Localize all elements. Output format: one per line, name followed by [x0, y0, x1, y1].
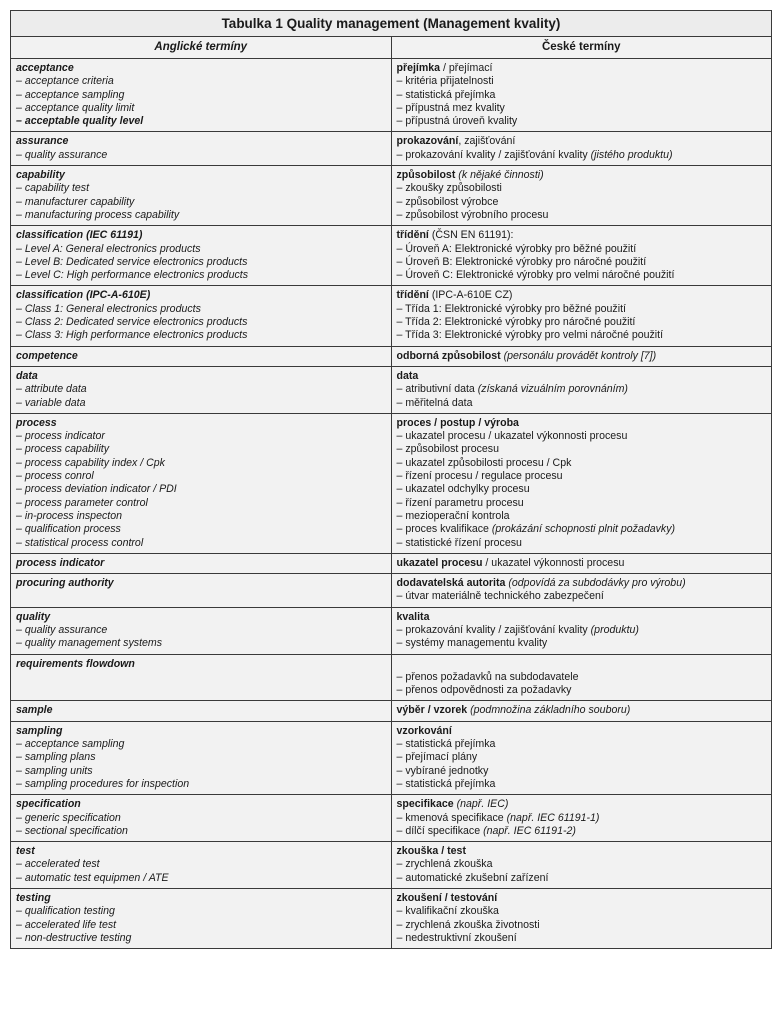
czech-term-segment: (prokázání schopnosti plnit požadavky): [491, 523, 676, 536]
english-subterm: – generic specification: [16, 811, 121, 824]
czech-term-segment: – statistická přejímka: [396, 777, 496, 790]
czech-subterm: [397, 590, 767, 603]
english-term-cell: [11, 842, 392, 889]
czech-subterm: [397, 537, 767, 550]
english-term: competence: [16, 349, 78, 362]
czech-term-segment: – řízení procesu / regulace procesu: [396, 470, 563, 483]
english-subterm: – in-process inspecton: [16, 509, 122, 522]
english-subterm: – acceptance sampling: [16, 738, 125, 751]
czech-term-segment: prokazování: [396, 135, 459, 148]
czech-subterm: [397, 483, 767, 496]
czech-term-cell: [391, 654, 772, 701]
english-term: procuring authority: [16, 577, 114, 590]
english-term: process: [16, 416, 57, 429]
czech-subterm: [397, 243, 767, 256]
czech-term: [397, 725, 767, 738]
english-term-cell: [11, 346, 392, 366]
czech-term: [397, 417, 767, 430]
english-term-cell: [11, 226, 392, 286]
table-row: [11, 574, 772, 608]
czech-subterm: [397, 256, 767, 269]
table-body: [11, 59, 772, 949]
czech-term-segment: – nedestruktivní zkoušení: [396, 931, 517, 944]
english-term-cell: [11, 701, 392, 721]
czech-term-segment: – proces kvalifikace: [396, 523, 492, 536]
czech-term: [397, 704, 767, 717]
czech-subterm: [397, 75, 767, 88]
english-term-cell: [11, 59, 392, 132]
czech-term-segment: (personálu provádět kontroly [7]): [500, 349, 657, 362]
table-row: [11, 654, 772, 701]
english-term-cell: [11, 286, 392, 346]
czech-term: [397, 370, 767, 383]
czech-term-segment: – ukazatel procesu / ukazatel výkonnosti procesu: [396, 430, 628, 443]
english-term-cell: [11, 366, 392, 413]
czech-term-cell: [391, 226, 772, 286]
czech-subterm: [397, 115, 767, 128]
english-term-cell: [11, 607, 392, 654]
czech-term-segment: data: [396, 369, 419, 382]
english-subterm: – process capability index / Cpk: [16, 456, 165, 469]
czech-term: [397, 350, 767, 363]
czech-term-segment: – zrychlená zkouška životnosti: [396, 918, 540, 931]
english-subterm: – sectional specification: [16, 824, 128, 837]
english-subterm: – process deviation indicator / PDI: [16, 483, 177, 496]
czech-term-segment: – statistické řízení procesu: [396, 536, 522, 549]
english-term-cell: [11, 889, 392, 949]
english-term: acceptance: [16, 62, 74, 74]
english-subterm: – Level A: General electronics products: [16, 242, 201, 255]
czech-subterm: [397, 510, 767, 523]
czech-term-cell: [391, 132, 772, 166]
table-row: [11, 59, 772, 132]
czech-subterm: [397, 329, 767, 342]
czech-term-cell: [391, 721, 772, 794]
czech-subterm: [397, 932, 767, 945]
table-row: [11, 366, 772, 413]
czech-term-segment: výběr / vzorek: [396, 704, 468, 717]
czech-term-segment: – systémy managementu kvality: [396, 637, 548, 650]
czech-term-segment: – Třída 1: Elektronické výrobky pro běžné použití: [396, 302, 626, 315]
czech-subterm: [397, 778, 767, 791]
czech-subterm: [397, 443, 767, 456]
czech-term-segment: (např. IEC 61191-1): [506, 811, 600, 824]
czech-subterm: [397, 671, 767, 684]
english-subterm: – statistical process control: [16, 536, 144, 549]
english-subterm: – accelerated life test: [16, 918, 117, 931]
english-subterm: – sampling procedures for inspection: [16, 777, 190, 790]
english-term: sampling: [16, 724, 63, 737]
english-term: sample: [16, 704, 53, 717]
czech-term-segment: – měřitelná data: [396, 396, 473, 409]
czech-term: [397, 557, 767, 570]
english-subterm: – quality management systems: [16, 637, 163, 650]
czech-term-cell: [391, 607, 772, 654]
czech-term-segment: zkoušení / testování: [396, 892, 498, 905]
czech-subterm: [397, 89, 767, 102]
czech-subterm: [397, 751, 767, 764]
czech-term-segment: specifikace: [396, 798, 454, 811]
czech-term-cell: [391, 889, 772, 949]
czech-term: [397, 577, 767, 590]
czech-term-segment: kvalita: [396, 610, 430, 623]
english-subterm: – variable data: [16, 396, 86, 409]
czech-subterm: [397, 196, 767, 209]
table-row: [11, 701, 772, 721]
czech-term-segment: – zrychlená zkouška: [396, 858, 493, 871]
english-subterm: – acceptance sampling: [16, 88, 125, 101]
czech-subterm: [397, 812, 767, 825]
czech-term: [397, 135, 767, 148]
english-subterm: – attribute data: [16, 383, 87, 396]
table-row: [11, 553, 772, 573]
czech-term-cell: [391, 842, 772, 889]
czech-term-segment: / ukazatel výkonnosti procesu: [482, 556, 625, 569]
english-term: capability: [16, 169, 65, 182]
czech-subterm: [397, 457, 767, 470]
czech-term-segment: odborná způsobilost: [396, 349, 501, 362]
czech-subterm: [397, 383, 767, 396]
czech-subterm: [397, 765, 767, 778]
english-term-cell: [11, 721, 392, 794]
czech-subterm: [397, 102, 767, 115]
czech-term-segment: – vybírané jednotky: [396, 764, 489, 777]
czech-term-segment: , zajišťování: [458, 135, 516, 148]
czech-subterm: [397, 825, 767, 838]
table-row: [11, 721, 772, 794]
english-subterm: – capability test: [16, 182, 90, 195]
english-term: testing: [16, 892, 51, 905]
english-term-cell: [11, 413, 392, 553]
table-row: [11, 286, 772, 346]
czech-term: [397, 845, 767, 858]
czech-term-segment: (např. IEC): [453, 798, 509, 811]
czech-term-segment: ukazatel procesu: [396, 556, 483, 569]
english-subterm: – process indicator: [16, 430, 105, 443]
czech-term-segment: (např. IEC 61191-2): [483, 824, 576, 837]
czech-term-segment: (k nějaké činnosti): [455, 169, 544, 182]
czech-term-segment: – Úroveň A: Elektronické výrobky pro běžné použití: [396, 242, 637, 255]
czech-subterm: [397, 269, 767, 282]
column-header-english: Anglické termíny: [11, 37, 392, 59]
czech-term-segment: přejímka: [396, 62, 441, 74]
column-header-czech: České termíny: [391, 37, 772, 59]
table-title: Tabulka 1 Quality management (Management kvality): [11, 11, 772, 37]
english-term: test: [16, 845, 35, 858]
table-row: [11, 413, 772, 553]
english-subterm: – qualification testing: [16, 905, 115, 918]
english-term-cell: [11, 553, 392, 573]
english-subterm: – acceptance criteria: [16, 75, 114, 88]
english-subterm: – manufacturing process capability: [16, 208, 180, 221]
czech-term-segment: – ukazatel způsobilosti procesu / Cpk: [396, 456, 572, 469]
english-subterm: – accelerated test: [16, 858, 100, 871]
czech-term-segment: způsobilost: [396, 169, 456, 182]
czech-term-cell: [391, 166, 772, 226]
column-header-row: [11, 37, 772, 59]
english-term: data: [16, 369, 38, 382]
english-subterm: – process parameter control: [16, 496, 148, 509]
czech-term-segment: – Třída 3: Elektronické výrobky pro velmi náročné použití: [396, 329, 664, 342]
czech-term-segment: – ukazatel odchylky procesu: [396, 483, 530, 496]
english-term: assurance: [16, 135, 69, 148]
czech-term: [397, 611, 767, 624]
czech-term-segment: – útvar materiálně technického zabezpečení: [396, 590, 604, 603]
czech-term: [397, 798, 767, 811]
english-subterm: – Level C: High performance electronics products: [16, 269, 248, 282]
czech-term-segment: (IPC-A-610E CZ): [428, 289, 513, 302]
english-subterm: – process conrol: [16, 470, 94, 483]
czech-term-segment: (získaná vizuálním porovnáním): [477, 383, 628, 396]
czech-term-cell: [391, 701, 772, 721]
czech-term-segment: – řízení parametru procesu: [396, 496, 524, 509]
czech-term: [397, 289, 767, 302]
czech-subterm: [397, 919, 767, 932]
czech-term-segment: – kvalifikační zkouška: [396, 905, 499, 918]
table-row: [11, 607, 772, 654]
czech-term-segment: – způsobilost procesu: [396, 443, 499, 456]
english-subterm: – quality assurance: [16, 623, 108, 636]
english-subterm: – manufacturer capability: [16, 195, 135, 208]
czech-term-cell: [391, 346, 772, 366]
english-subterm: – non-destructive testing: [16, 931, 132, 944]
table-row: [11, 889, 772, 949]
english-subterm: – Class 3: High performance electronics products: [16, 329, 248, 342]
czech-term-segment: (podmnožina základního souboru): [467, 704, 631, 717]
czech-term-segment: dodavatelská autorita: [396, 577, 506, 590]
czech-term-segment: – dílčí specifikace: [396, 824, 484, 837]
table-row: [11, 346, 772, 366]
english-subterm: – automatic test equipmen / ATE: [16, 871, 169, 884]
czech-subterm: [397, 430, 767, 443]
czech-term: [397, 892, 767, 905]
czech-subterm: [397, 497, 767, 510]
english-subterm: – sampling units: [16, 764, 93, 777]
english-term: requirements flowdown: [16, 657, 135, 670]
czech-term: [397, 658, 767, 671]
czech-term-segment: třídění: [396, 289, 429, 302]
czech-subterm: [397, 523, 767, 536]
czech-subterm: [397, 684, 767, 697]
czech-term-segment: – atributivní data: [396, 383, 478, 396]
czech-subterm: [397, 872, 767, 885]
table-row: [11, 132, 772, 166]
czech-term-segment: (produktu): [590, 623, 639, 636]
table-row: [11, 842, 772, 889]
czech-subterm: [397, 637, 767, 650]
english-term: specification: [16, 798, 81, 811]
czech-subterm: [397, 303, 767, 316]
english-subterm: – sampling plans: [16, 751, 96, 764]
czech-subterm: [397, 182, 767, 195]
czech-term-segment: / přejímací: [440, 62, 493, 74]
czech-subterm: [397, 624, 767, 637]
czech-term-cell: [391, 553, 772, 573]
czech-term-cell: [391, 366, 772, 413]
english-term: classification (IPC-A-610E): [16, 289, 151, 302]
table-row: [11, 166, 772, 226]
english-subterm: – Class 2: Dedicated service electronics products: [16, 316, 248, 329]
czech-term-segment: – Třída 2: Elektronické výrobky pro náročné použití: [396, 316, 636, 329]
table-row: [11, 795, 772, 842]
czech-term-segment: – způsobilost výrobce: [396, 195, 499, 208]
terminology-table: [10, 10, 772, 949]
czech-term-segment: – způsobilost výrobního procesu: [396, 208, 549, 221]
czech-term-segment: vzorkování: [396, 724, 452, 737]
czech-term-segment: – prokazování kvality / zajišťování kvality: [396, 148, 591, 161]
english-term: classification (IEC 61191): [16, 229, 143, 242]
czech-term-segment: třídění: [396, 229, 429, 242]
czech-term: [397, 229, 767, 242]
czech-term-cell: [391, 574, 772, 608]
czech-term-segment: – přenos odpovědnosti za požadavky: [396, 684, 572, 697]
czech-term-segment: proces / postup / výroba: [396, 416, 519, 429]
english-term-cell: [11, 132, 392, 166]
english-term-cell: [11, 795, 392, 842]
english-term-cell: [11, 654, 392, 701]
czech-subterm: [397, 470, 767, 483]
czech-term-segment: (ČSN EN 61191):: [428, 229, 514, 242]
czech-term-segment: – kritéria přijatelnosti: [396, 75, 494, 88]
english-term-cell: [11, 574, 392, 608]
czech-term-segment: – Úroveň C: Elektronické výrobky pro velmi náročné použití: [396, 269, 675, 282]
czech-subterm: [397, 858, 767, 871]
czech-term-segment: – Úroveň B: Elektronické výrobky pro náročné použití: [396, 255, 647, 268]
english-term: process indicator: [16, 556, 105, 569]
czech-term-segment: – přejímací plány: [396, 751, 478, 764]
table-row: [11, 226, 772, 286]
document-page: [10, 10, 772, 949]
czech-term-segment: – statistická přejímka: [396, 88, 496, 101]
english-subterm: – acceptance quality limit: [16, 101, 135, 114]
english-subterm: – Level B: Dedicated service electronics products: [16, 255, 248, 268]
english-subterm: – qualification process: [16, 523, 121, 536]
czech-subterm: [397, 316, 767, 329]
czech-term-segment: – statistická přejímka: [396, 738, 496, 751]
czech-term-segment: (jistého produktu): [590, 148, 673, 161]
english-subterm: – acceptable quality level: [16, 115, 144, 128]
czech-subterm: [397, 149, 767, 162]
czech-term-segment: – mezioperační kontrola: [396, 509, 510, 522]
english-term: quality: [16, 610, 51, 623]
czech-term-cell: [391, 413, 772, 553]
czech-term: [397, 169, 767, 182]
czech-term-segment: – přípustná mez kvality: [396, 101, 505, 114]
czech-term: [397, 62, 767, 75]
czech-subterm: [397, 905, 767, 918]
czech-term-segment: – prokazování kvality / zajišťování kvality: [396, 623, 591, 636]
czech-subterm: [397, 209, 767, 222]
czech-term-cell: [391, 795, 772, 842]
english-subterm: – process capability: [16, 443, 110, 456]
czech-term-segment: – zkoušky způsobilosti: [396, 182, 502, 195]
czech-term-segment: – přenos požadavků na subdodavatele: [396, 670, 579, 683]
czech-subterm: [397, 738, 767, 751]
czech-term-segment: – automatické zkušební zařízení: [396, 871, 549, 884]
english-subterm: – Class 1: General electronics products: [16, 302, 201, 315]
czech-term-segment: – přípustná úroveň kvality: [396, 115, 518, 128]
czech-subterm: [397, 397, 767, 410]
czech-term-segment: (odpovídá za subdodávky pro výrobu): [505, 577, 686, 590]
english-subterm: – quality assurance: [16, 148, 108, 161]
czech-term-cell: [391, 286, 772, 346]
table-title-row: [11, 11, 772, 37]
english-term-cell: [11, 166, 392, 226]
czech-term-segment: – kmenová specifikace: [396, 811, 507, 824]
czech-term-cell: [391, 59, 772, 132]
czech-term-segment: zkouška / test: [396, 845, 466, 858]
